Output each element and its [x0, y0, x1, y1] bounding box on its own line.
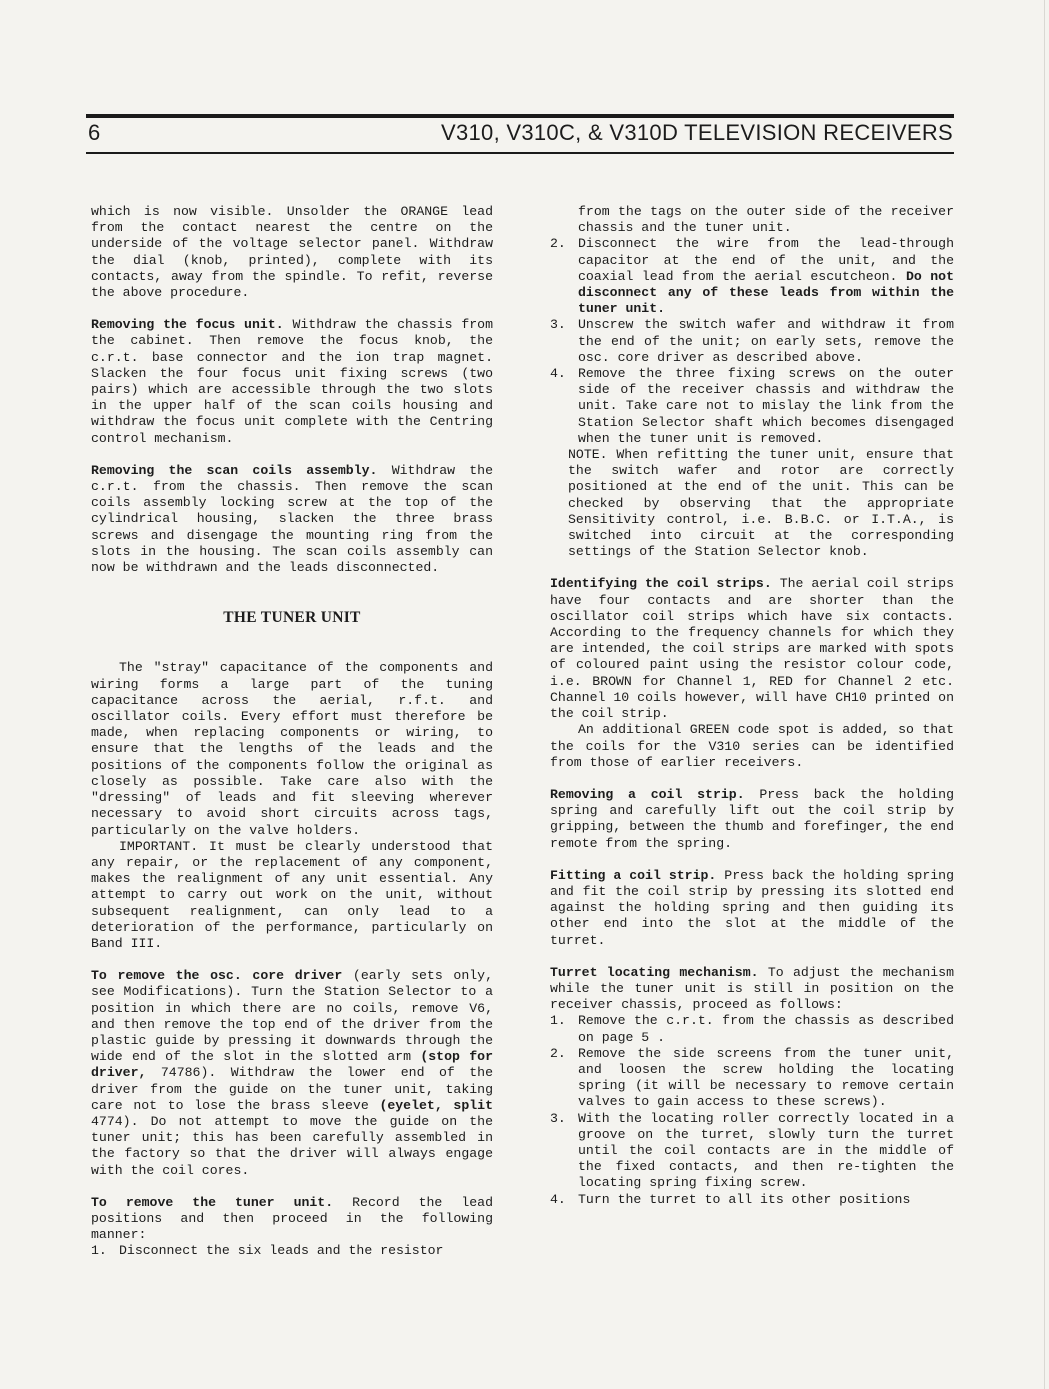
- list-text: Remove the side screens from the tuner unit, and loosen the screw holding the locating spring (it will be necessary to remove certain valves to gain access to these screws).: [578, 1045, 954, 1110]
- list-number: 2.: [550, 236, 566, 252]
- run-in-heading: Fitting a coil strip.: [550, 867, 717, 883]
- paragraph-text: Press back the holding spring and fit the coil strip by pressing its slotted end against the holding spring and then guiding its other end into the slot at the middle of the turret.: [550, 867, 954, 948]
- paragraph-removing-coil-strip: [550, 787, 954, 852]
- list-text: Disconnect the six leads and the resistor: [119, 1243, 444, 1259]
- header-rule-top: [86, 114, 954, 118]
- list-item: [550, 1111, 954, 1192]
- turret-steps: [550, 1013, 954, 1207]
- paragraph-text: The aerial coil strips have four contacts and are shorter than the oscillator coil strips which have six contacts. According to the frequency channels for which they are intended, the coil strips are marked with spots of coloured paint using the resistor colour code, i.e. BROWN for Channel 1, RED for Channel 2 etc. Channel 10 coils however, will have CH10 printed on the coil strip.: [550, 576, 954, 722]
- list-number: 3.: [550, 1110, 566, 1126]
- paragraph-focus-unit: [91, 317, 493, 447]
- part-name: (eyelet, split: [379, 1097, 493, 1113]
- list-text: Remove the three fixing screws on the outer side of the receiver chassis and withdraw the unit. Take care not to mislay the link from the Station Selector shaft which becomes disengaged when the tuner unit is removed.: [578, 366, 954, 446]
- run-in-heading: To remove the osc. core driver: [91, 968, 343, 984]
- paragraph-text: Record the lead positions and then proceed in the following manner:: [91, 1194, 493, 1243]
- list-number: 4.: [550, 366, 566, 382]
- warning-text: Do not disconnect any of these leads from within the tuner unit.: [578, 268, 954, 317]
- list-item: [550, 317, 954, 366]
- page-edge: [1044, 0, 1045, 1389]
- removal-steps: [91, 1243, 493, 1259]
- left-column: [91, 204, 493, 1260]
- run-in-heading: Removing a coil strip.: [550, 786, 745, 802]
- list-text: Unscrew the switch wafer and withdraw it from the end of the unit; on early sets, remove the osc. core driver as described above.: [578, 317, 954, 365]
- paragraph-identifying-coil-strips: [550, 576, 954, 722]
- paragraph-turret-locating: [550, 965, 954, 1014]
- list-item: [550, 366, 954, 447]
- right-column: [550, 204, 954, 1208]
- paragraph-important: IMPORTANT. It must be clearly understood that any repair, or the replacement of any component, makes the realignment of any unit essential. Any attempt to carry out work on the unit, without subsequent realignment, can only lead to a deterioration of the performance, particularly on Band III.: [91, 838, 493, 951]
- list-text: Remove the c.r.t. from the chassis as described on page 5 .: [578, 1013, 954, 1045]
- part-name: (stop for driver,: [91, 1049, 493, 1081]
- run-in-heading: Turret locating mechanism.: [550, 964, 759, 980]
- paragraph-text: Withdraw the chassis from the cabinet. Then remove the focus knob, the c.r.t. base connector and the ion trap magnet. Slacken the four focus unit fixing screws (two pairs) which are accessible through the two slots in the upper half of the scan coils housing and withdraw the focus unit complete with the Centring control mechanism.: [91, 317, 493, 446]
- list-item: [550, 236, 954, 317]
- list-item: [550, 1046, 954, 1111]
- run-in-heading: Identifying the coil strips.: [550, 576, 772, 592]
- list-item: [550, 1013, 954, 1045]
- list-number: 2.: [550, 1045, 566, 1061]
- paragraph-text: Withdraw the c.r.t. from the chassis. Then remove the scan coils assembly locking screw at the top of the cylindrical housing, slacken the three brass screws and disengage the mounting ring from the slots in the housing. The scan coils assembly can now be withdrawn and the leads disconnected.: [91, 462, 493, 576]
- list-number: 3.: [550, 317, 566, 333]
- paragraph-remove-tuner: [91, 1195, 493, 1244]
- running-title: V310, V310C, & V310D TELEVISION RECEIVERS: [440, 120, 953, 145]
- paragraph-text: 4774). Do not attempt to move the guide on the tuner unit; this has been carefully assembled in the factory so that the driver will always engage with the coil cores.: [91, 1113, 493, 1178]
- removal-steps-continued: [550, 236, 954, 447]
- run-in-heading: Removing the scan coils assembly.: [91, 462, 378, 478]
- list-item-continuation: from the tags on the outer side of the receiver chassis and the tuner unit.: [578, 204, 954, 236]
- paragraph-osc-core-driver: [91, 968, 493, 1179]
- list-text: Disconnect the wire from the lead-through capacitor at the end of the unit, and the coaxial lead from the aerial escutcheon.: [578, 236, 954, 284]
- list-text: Turn the turret to all its other positions: [578, 1191, 911, 1207]
- run-in-heading: To remove the tuner unit.: [91, 1194, 334, 1210]
- paragraph-text: To adjust the mechanism while the tuner unit is still in position on the receiver chassis, proceed as follows:: [550, 964, 954, 1013]
- run-in-heading: Removing the focus unit.: [91, 317, 284, 333]
- paragraph-scan-coils: [91, 463, 493, 576]
- list-number: 4.: [550, 1191, 566, 1207]
- paragraph-fitting-coil-strip: [550, 868, 954, 949]
- paragraph-text: (early sets only, see Modifications). Turn the Station Selector to a position in which there are no coils, remove V6, and then remove the top end of the driver from the plastic guide by pressing it downwards through the wide end of the slot in the slotted arm: [91, 968, 493, 1065]
- paragraph-text: Press back the holding spring and carefully lift out the coil strip by gripping, between the thumb and forefinger, the end remote from the spring.: [550, 786, 954, 851]
- paragraph: The "stray" capacitance of the components and wiring forms a large part of the tuning capacitance across the aerial, r.f.t. and oscillator coils. Every effort must therefore be made, when replacing components or wiring, to ensure that the lengths of the leads and the positions of the components follow the original as closely as possible. Take care also with the "dressing" of leads and fit sleeving wherever necessary to avoid short circuits across tags, particularly on the valve holders.: [91, 660, 493, 838]
- note: NOTE. When refitting the tuner unit, ensure that the switch wafer and rotor are correctly positioned at the end of the unit. This can be checked by observing that the appropriate Sensitivity control, i.e. B.B.C. or I.T.A., is switched into circuit at the corresponding settings of the Station Selector knob.: [568, 447, 954, 560]
- list-text: With the locating roller correctly located in a groove on the turret, slowly turn the turret until the coil contacts are in the middle of the fixed contacts, and then re-tighten the locating spring fixing screw.: [578, 1110, 954, 1191]
- header-rule-bottom: [86, 152, 954, 154]
- page-number: 6: [88, 120, 101, 145]
- list-number: 1.: [550, 1013, 566, 1029]
- paragraph: which is now visible. Unsolder the ORANGE lead from the contact nearest the centre on the underside of the voltage selector panel. Withdraw the dial (knob, printed), complete with its contacts, away from the spindle. To refit, reverse the above procedure.: [91, 204, 493, 301]
- paragraph-text: 74786). Withdraw the lower end of the driver from the guide on the tuner unit, taking care not to lose the brass sleeve: [91, 1065, 493, 1113]
- section-title: THE TUNER UNIT: [223, 609, 361, 627]
- list-item: [550, 1192, 954, 1208]
- list-number: 1.: [91, 1243, 107, 1259]
- paragraph: An additional GREEN code spot is added, so that the coils for the V310 series can be identified from those of earlier receivers.: [550, 722, 954, 770]
- list-item: [91, 1243, 493, 1259]
